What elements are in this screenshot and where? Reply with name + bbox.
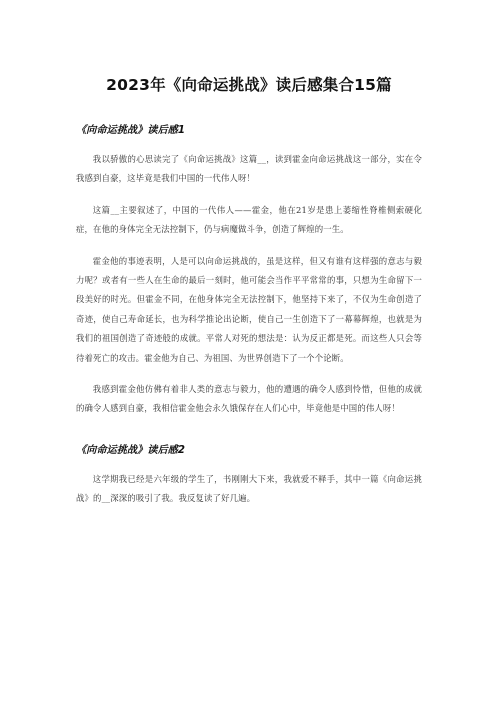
paragraph: 我以骄傲的心思读完了《向命运挑战》这篇__，读到霍金向命运挑战这一部分，实在令我感到自豪，这毕竟是我们中国的一代伟人呀！ <box>76 154 422 184</box>
paragraph: 霍金他的事迹表明，人是可以向命运挑战的，虽是这样，但又有谁有这样强的意志与毅力呢？或者有一些人在生命的最后一刻时，他可能会当作平平常常的事，只想为生命留下一段美好的时光。但霍金不同，在他身体完全无法控制下，他坚持下来了，不仅为生命创造了奇迹，使自己寿命延长，也为科学推论出论断，使自己一生创造下了一幕幕辉煌，也就是为我们的祖国创造了奇迹般的成就。平常人对死的想法是：认为反正都是死。而这些人只会等待着死亡的攻击。霍金他为自己、为祖国、为世界创造下了一个个论断。 <box>76 255 422 363</box>
section-1 <box>76 124 422 419</box>
section-heading: 《向命运挑战》读后感1 <box>76 125 185 136</box>
document-title: 2023年《向命运挑战》读后感集合15篇 <box>106 76 392 94</box>
paragraph: 我感到霍金他仿佛有着非人类的意志与毅力，他的遭遇的确令人感到怜惜，但他的成就的确令人感到自豪，我相信霍金他会永久饿保存在人们心中，毕竟他是中国的伟人呀！ <box>76 384 422 414</box>
section-heading: 《向命运挑战》读后感2 <box>76 444 185 456</box>
paragraph: 这学期我已经是六年级的学生了，书刚刚大下来，我就爱不释手，其中一篇《向命运挑战》的__深深的吸引了我。我反复读了好几遍。 <box>76 473 422 504</box>
paragraph: 这篇__主要叙述了，中国的一代伟人——霍金，他在21岁是患上萎缩性脊椎侧索硬化症，在他的身体完全无法控制下，仍与病魔做斗争，创造了辉煌的一生。 <box>76 204 422 235</box>
section-2 <box>76 444 422 509</box>
